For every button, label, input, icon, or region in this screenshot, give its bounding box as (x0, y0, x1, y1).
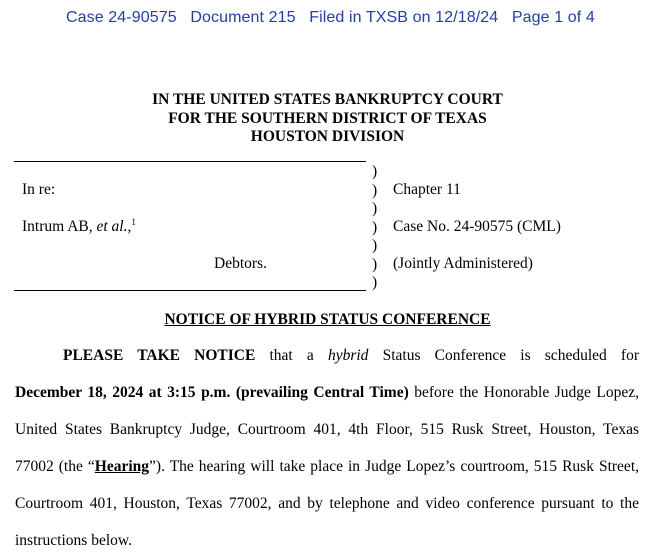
case-caption (14, 157, 644, 297)
body-line (15, 448, 639, 485)
please-take-notice: PLEASE TAKE NOTICE (63, 347, 256, 364)
body-text: before the Honorable Judge Lopez, (408, 384, 639, 401)
caption-paren: ) (372, 218, 378, 236)
body-line: Courtroom 401, Houston, Texas 77002, and by telephone and video conference pursuant to the (15, 495, 639, 512)
et-al-text: et al. (96, 218, 128, 235)
debtor-name-text: Intrum AB, (22, 218, 97, 235)
caption-rule-bottom (14, 290, 366, 291)
in-re-label: In re: (22, 181, 56, 198)
caption-parens-column (372, 163, 377, 293)
footnote-marker: 1 (131, 216, 136, 227)
hearing-datetime: December 18, 2024 at 3:15 p.m. (prevailing Central Time) (15, 384, 409, 401)
debtor-name (22, 218, 136, 236)
caption-paren: ) (372, 255, 378, 273)
caption-paren: ) (372, 237, 378, 254)
case-header-stamp: Case 24-90575 Document 215 Filed in TXSB on 12/18/24 Page 1 of 4 (66, 9, 595, 26)
notice-body (15, 337, 639, 559)
hearing-defined-term: Hearing (94, 458, 150, 475)
body-line: United States Bankruptcy Judge, Courtroom 401, 4th Floor, 515 Rusk Street, Houston, Texas (15, 421, 639, 438)
case-number: Case No. 24-90575 (CML) (393, 218, 561, 235)
hybrid-term: hybrid (327, 347, 369, 364)
body-line: instructions below. (15, 532, 132, 549)
caption-paren: ) (372, 163, 378, 180)
caption-paren: ) (372, 200, 378, 217)
debtors-label: Debtors. (214, 255, 267, 272)
court-heading (0, 91, 655, 147)
et-al-comma: , (127, 218, 132, 235)
caption-rule-top (14, 161, 366, 162)
chapter-label: Chapter 11 (393, 181, 461, 198)
body-line (15, 374, 639, 411)
court-heading-line: HOUSTON DIVISION (250, 128, 405, 145)
caption-paren: ) (372, 181, 378, 199)
joint-administration-note: (Jointly Administered) (393, 255, 533, 272)
body-text: that a (255, 347, 328, 364)
notice-title (0, 311, 655, 329)
body-text: 77002 (the “ (15, 458, 95, 475)
body-text: ”). The hearing will take place in Judge Lopez’s courtroom, 515 Rusk Street, (149, 458, 639, 475)
body-line (15, 337, 639, 374)
notice-title-text: NOTICE OF HYBRID STATUS CONFERENCE (164, 311, 491, 328)
caption-paren: ) (372, 274, 378, 291)
court-heading-line: IN THE UNITED STATES BANKRUPTCY COURT (152, 91, 503, 108)
court-heading-line: FOR THE SOUTHERN DISTRICT OF TEXAS (168, 109, 487, 127)
body-text: Status Conference is scheduled for (368, 347, 639, 364)
